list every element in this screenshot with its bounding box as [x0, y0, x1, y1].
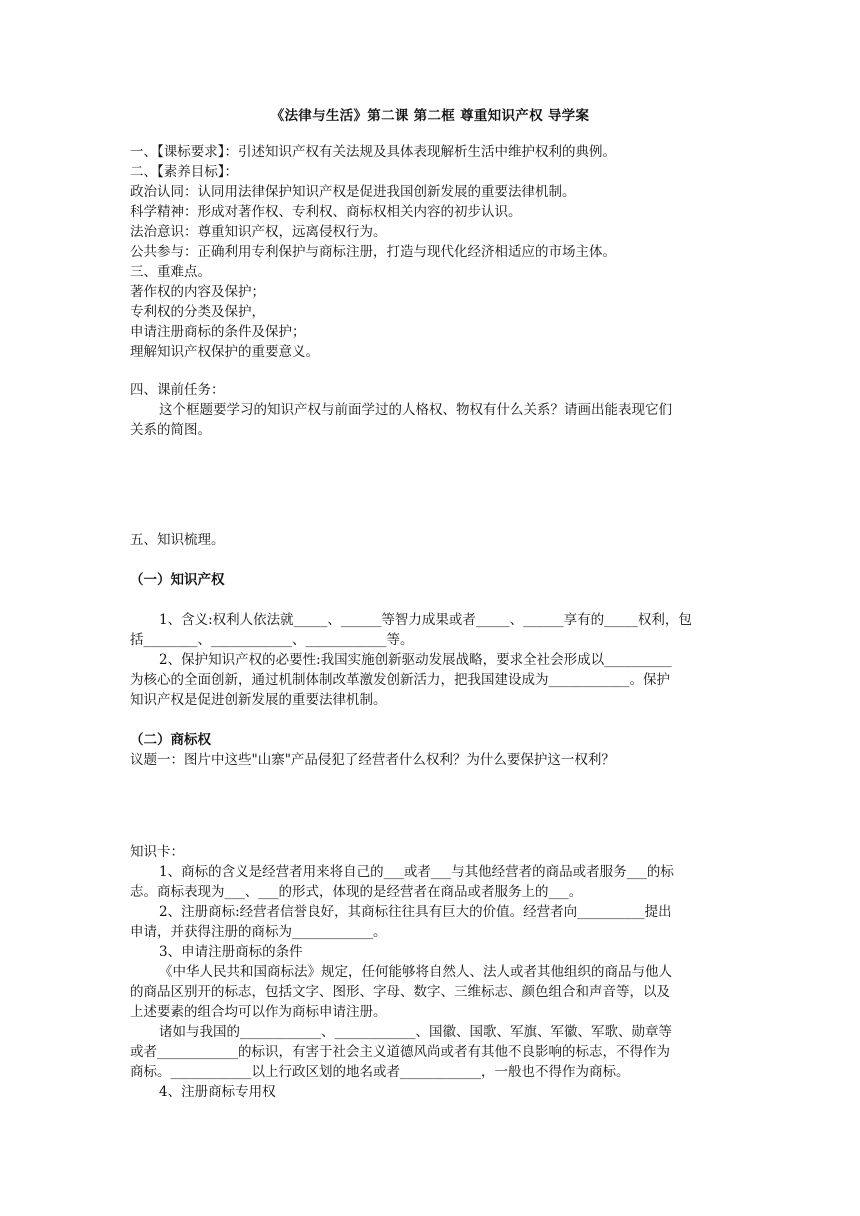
pre-class-task-line-2: 关系的简图。: [130, 422, 211, 438]
prohibited-marks-line-3: 商标。____________以上行政区划的地名或者____________，一般也不得作为商标。: [130, 1064, 630, 1080]
ip-necessity-line-2: 为核心的全面创新，通过机制体制改革激发创新活力，把我国建设成为____________。保护: [130, 672, 670, 688]
key-points-heading: 三、重难点。: [130, 264, 211, 280]
registration-conditions-heading: 3、申请注册商标的条件: [159, 944, 303, 960]
goal-political: 政治认同：认同用法律保护知识产权是促进我国创新发展的重要法律机制。: [130, 184, 576, 200]
pre-class-task-heading: 四、课前任务：: [130, 382, 225, 398]
knowledge-card-label: 知识卡：: [130, 844, 184, 860]
goal-science: 科学精神：形成对著作权、专利权、商标权相关内容的初步认识。: [130, 204, 522, 220]
topic-one: 议题一：图片中这些"山寨"产品侵犯了经营者什么权利？为什么要保护这一权利？: [130, 752, 615, 768]
pre-class-task-line-1: 这个框题要学习的知识产权与前面学过的人格权、物权有什么关系？请画出能表现它们: [159, 402, 672, 418]
trademark-law-line-1: 《中华人民共和国商标法》规定，任何能够将自然人、法人或者其他组织的商品与他人: [159, 964, 672, 980]
goal-legal: 法治意识：尊重知识产权，远离侵权行为。: [130, 224, 387, 240]
registered-trademark-line-1: 2、注册商标:经营者信誉良好，其商标往往具有巨大的价值。经营者向__________提出: [159, 904, 672, 920]
trademark-meaning-line-2: 志。商标表现为___、___的形式，体现的是经营者在商品或者服务上的___。: [130, 884, 583, 900]
knowledge-review-heading: 五、知识梳理。: [130, 532, 225, 548]
ip-necessity-line-1: 2、保护知识产权的必要性:我国实施创新驱动发展战略，要求全社会形成以__________: [159, 652, 672, 668]
goal-participation: 公共参与：正确利用专利保护与商标注册，打造与现代化经济相适应的市场主体。: [130, 244, 616, 260]
ip-necessity-line-3: 知识产权是促进创新发展的重要法律机制。: [130, 692, 387, 708]
subsection-ip: （一）知识产权: [130, 572, 225, 588]
trademark-meaning-line-1: 1、商标的含义是经营者用来将自己的___或者___与其他经营者的商品或者服务___的标: [159, 864, 674, 880]
prohibited-marks-line-2: 或者____________的标识，有害于社会主义道德风尚或者有其他不良影响的标志，不得作为: [130, 1044, 670, 1060]
key-point-3: 申请注册商标的条件及保护；: [130, 324, 306, 340]
trademark-law-line-2: 的商品区别开的标志，包括文字、图形、字母、数字、三维标志、颜色组合和声音等，以及: [130, 984, 670, 1000]
trademark-law-line-3: 上述要素的组合均可以作为商标申请注册。: [130, 1004, 387, 1020]
subsection-trademark: （二）商标权: [130, 732, 211, 748]
page-title: 《法律与生活》第二课 第二框 尊重知识产权 导学案: [270, 108, 590, 124]
key-point-2: 专利权的分类及保护，: [130, 304, 265, 320]
key-point-4: 理解知识产权保护的重要意义。: [130, 344, 319, 360]
literacy-goals-heading: 二、【素养目标】：: [130, 164, 238, 180]
ip-definition-line-1: 1、含义:权利人依法就_____、______等智力成果或者_____、______享有的_____权利，包: [159, 612, 692, 628]
prohibited-marks-line-1: 诸如与我国的____________、____________、国徽、国歌、军旗、军徽、军歌、勋章等: [159, 1024, 672, 1040]
exclusive-right-heading: 4、注册商标专用权: [159, 1084, 276, 1100]
ip-definition-line-2: 括________、____________、____________等。: [130, 632, 414, 648]
course-requirement: 一、【课标要求】：引述知识产权有关法规及具体表现解析生活中维护权利的典例。: [130, 144, 616, 160]
key-point-1: 著作权的内容及保护；: [130, 284, 265, 300]
registered-trademark-line-2: 申请，并获得注册的商标为____________。: [130, 924, 387, 940]
